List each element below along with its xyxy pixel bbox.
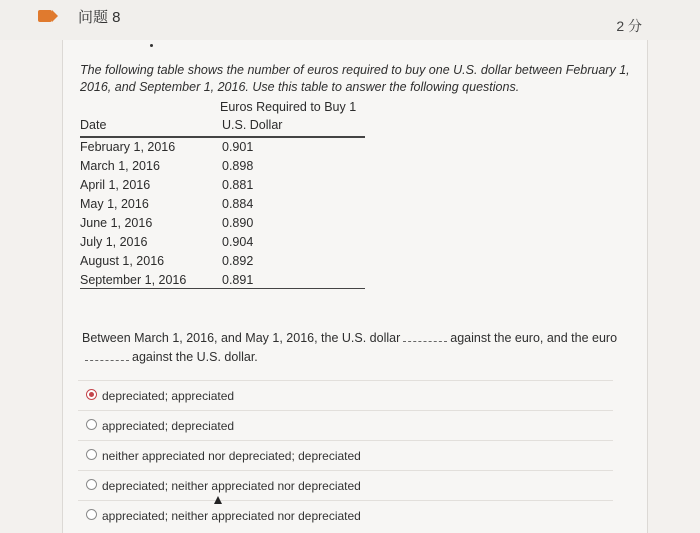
table-row	[80, 195, 370, 214]
question-text	[82, 329, 622, 367]
option-label[interactable]: depreciated; neither appreciated nor depreciated	[102, 479, 361, 493]
row-value: 0.881	[222, 178, 254, 192]
option-label[interactable]: appreciated; neither appreciated nor depreciated	[102, 509, 361, 523]
table-row	[80, 157, 370, 176]
option-label[interactable]: neither appreciated nor depreciated; depreciated	[102, 449, 361, 463]
row-date: June 1, 2016	[80, 216, 153, 230]
answer-options	[78, 380, 613, 530]
row-value: 0.891	[222, 273, 254, 287]
row-date: September 1, 2016	[80, 273, 187, 287]
question-number: 问题 8	[78, 9, 121, 26]
row-date: February 1, 2016	[80, 140, 176, 154]
question-part3: against the U.S. dollar.	[132, 350, 258, 364]
table-row	[80, 176, 370, 195]
option-label[interactable]: appreciated; depreciated	[102, 419, 235, 433]
answer-option[interactable]	[78, 380, 613, 410]
row-date: July 1, 2016	[80, 235, 148, 249]
table-row	[80, 138, 370, 157]
table-rule-bottom	[80, 288, 365, 289]
table-row	[80, 252, 370, 271]
question-part2: against the euro, and the euro	[450, 331, 618, 345]
row-value: 0.904	[222, 235, 254, 249]
answer-option[interactable]	[78, 410, 613, 440]
radio-icon[interactable]	[86, 449, 97, 460]
radio-icon[interactable]	[86, 509, 97, 520]
row-value: 0.884	[222, 197, 254, 211]
row-value: 0.890	[222, 216, 254, 230]
row-value: 0.898	[222, 159, 254, 173]
option-label[interactable]: depreciated; appreciated	[102, 389, 235, 403]
row-date: May 1, 2016	[80, 197, 149, 211]
row-date: April 1, 2016	[80, 178, 151, 192]
table-header-line2: U.S. Dollar	[222, 118, 283, 132]
blank-2	[85, 350, 129, 361]
question-prompt: The following table shows the number of euros required to buy one U.S. dollar between February 1, 2016, and September 1, 2016. Use this table to answer the following questions.	[80, 63, 630, 94]
row-date: March 1, 2016	[80, 159, 160, 173]
question-header	[0, 0, 700, 40]
mouse-cursor-icon	[214, 496, 222, 504]
radio-selected-icon[interactable]	[86, 389, 97, 400]
answer-option[interactable]	[78, 500, 613, 530]
answer-option[interactable]	[78, 470, 613, 500]
blank-1	[403, 331, 447, 342]
radio-icon[interactable]	[86, 479, 97, 490]
table-header-line1: Euros Required to Buy 1	[220, 100, 357, 114]
table-row	[80, 233, 370, 252]
row-value: 0.892	[222, 254, 254, 268]
table-header-date: Date	[80, 118, 107, 132]
flag-icon[interactable]	[38, 10, 52, 22]
table-row	[80, 214, 370, 233]
row-value: 0.901	[222, 140, 254, 154]
points-label: 2 分	[616, 18, 642, 34]
radio-icon[interactable]	[86, 419, 97, 430]
answer-option[interactable]	[78, 440, 613, 470]
question-part1: Between March 1, 2016, and May 1, 2016, the U.S. dollar	[82, 331, 401, 345]
row-date: August 1, 2016	[80, 254, 165, 268]
bullet-dot	[150, 44, 153, 47]
